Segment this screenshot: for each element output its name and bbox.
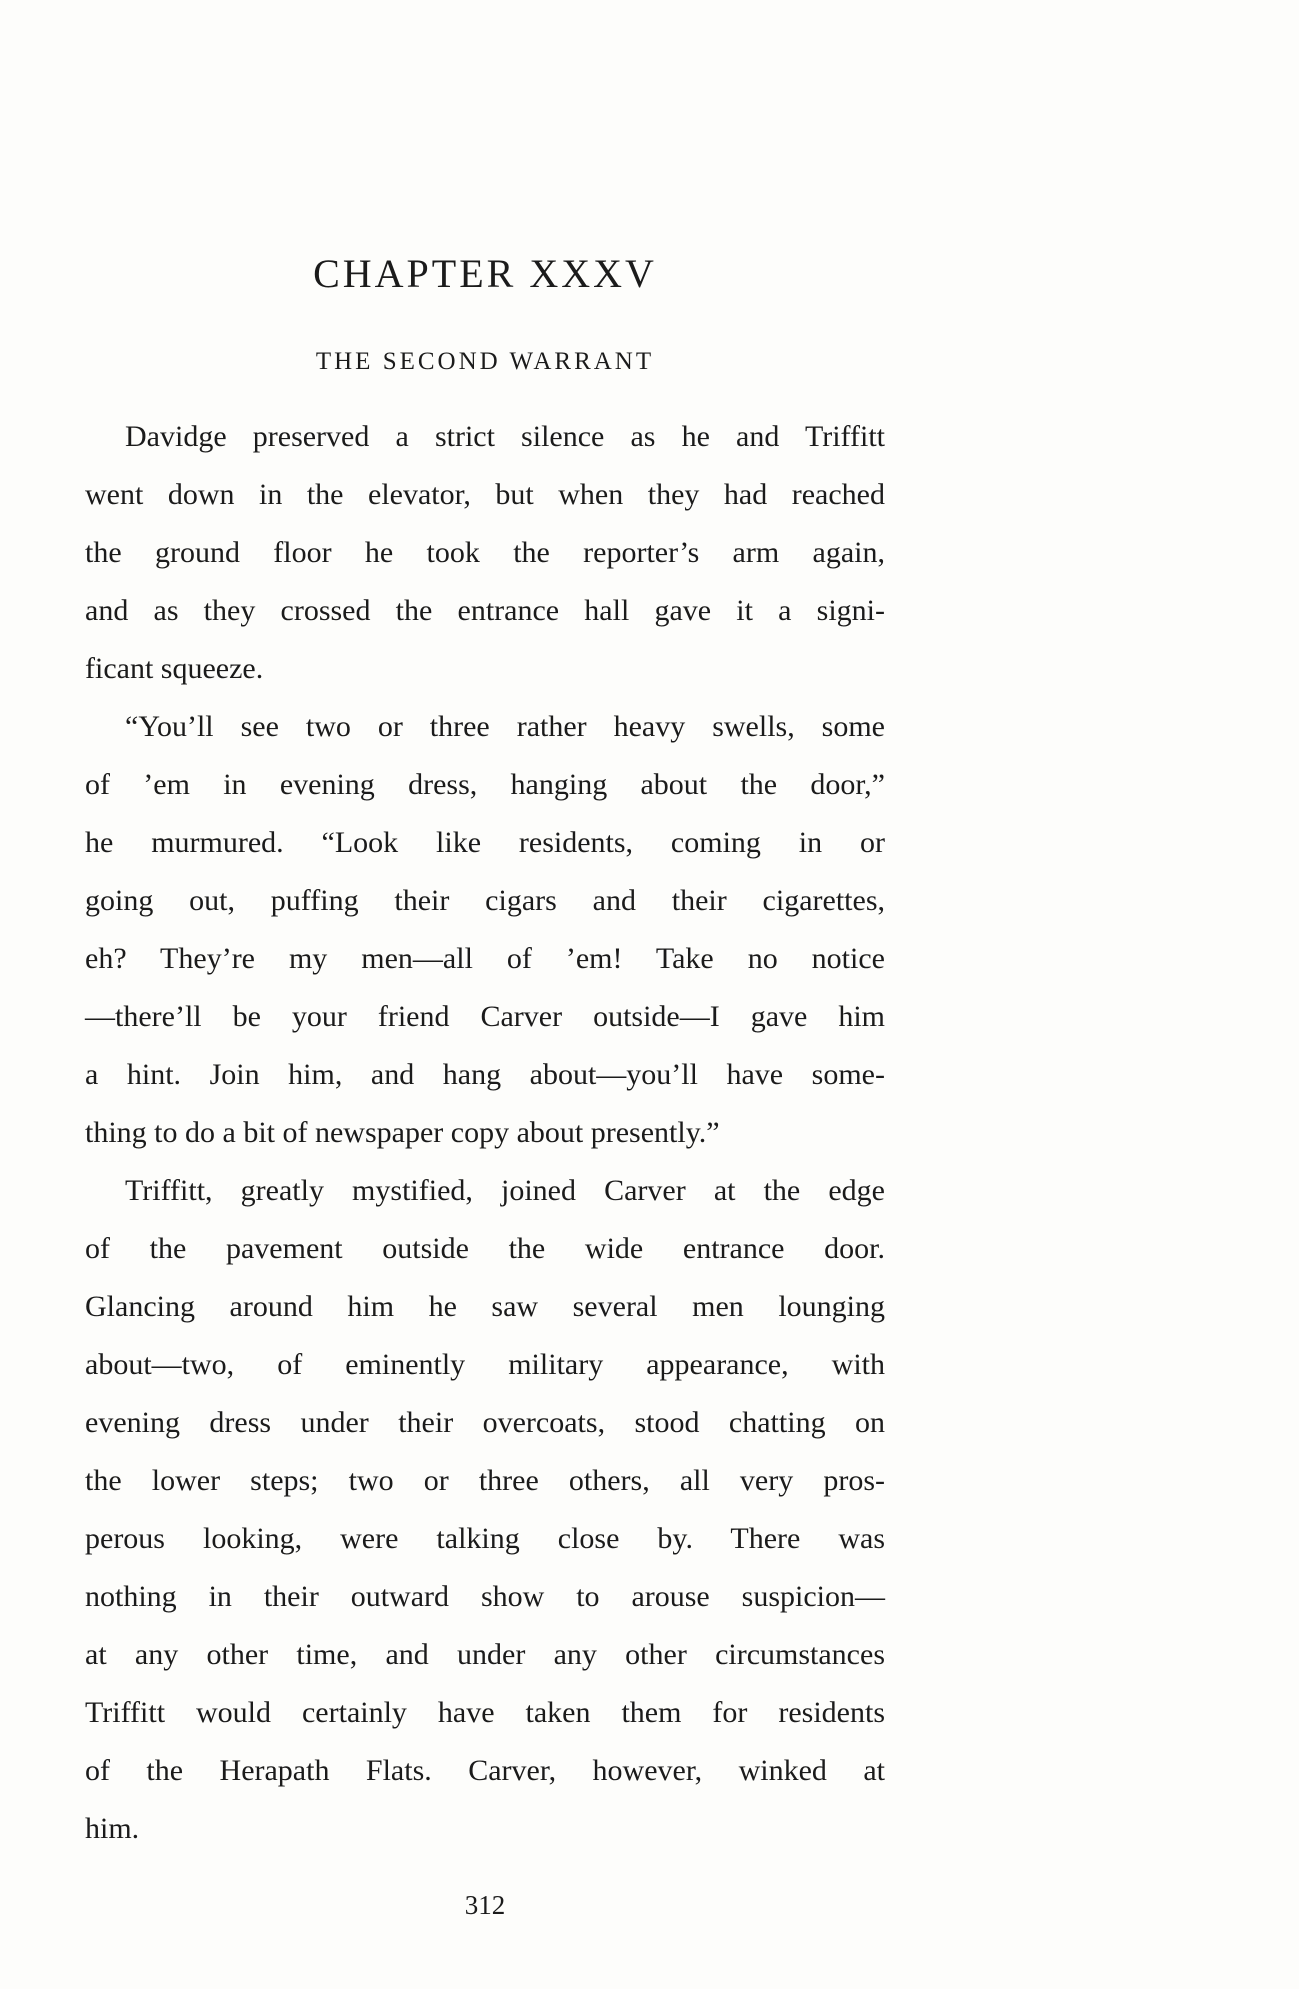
paragraph <box>85 408 885 698</box>
text-line: perous looking, were talking close by. There was <box>85 1522 885 1555</box>
text-line: the ground floor he took the reporter’s arm again, <box>85 536 885 569</box>
text-line: at any other time, and under any other circumstances <box>85 1638 885 1671</box>
text-line: about—two, of eminently military appearance, with <box>85 1348 885 1381</box>
text-line: the lower steps; two or three others, all very pros- <box>85 1464 885 1497</box>
text-line: ficant squeeze. <box>85 652 264 685</box>
text-line: —there’ll be your friend Carver outside—I gave him <box>85 1000 885 1033</box>
page-number: 312 <box>464 1890 506 1920</box>
section-heading: THE SECOND WARRANT <box>315 348 655 375</box>
text-line: of the pavement outside the wide entrance door. <box>85 1232 885 1265</box>
text-line: of the Herapath Flats. Carver, however, winked at <box>85 1754 885 1787</box>
body-text <box>85 408 885 1858</box>
text-line: “You’ll see two or three rather heavy swells, some <box>125 710 885 743</box>
text-line: Glancing around him he saw several men lounging <box>85 1290 885 1323</box>
text-line: of ’em in evening dress, hanging about the door,” <box>85 768 885 801</box>
text-line: nothing in their outward show to arouse suspicion— <box>85 1580 885 1613</box>
text-line: a hint. Join him, and hang about—you’ll have some- <box>85 1058 885 1091</box>
paragraph <box>85 1162 885 1858</box>
text-line: him. <box>85 1812 140 1845</box>
text-line: went down in the elevator, but when they had reached <box>85 478 885 511</box>
paragraph <box>85 698 885 1162</box>
text-line: he murmured. “Look like residents, coming in or <box>85 826 885 859</box>
text-line: and as they crossed the entrance hall gave it a signi- <box>85 594 885 627</box>
text-line: Davidge preserved a strict silence as he and Triffitt <box>125 420 885 453</box>
text-line: thing to do a bit of newspaper copy about presently.” <box>85 1116 720 1149</box>
chapter-heading: CHAPTER XXXV <box>313 251 657 296</box>
text-line: Triffitt, greatly mystified, joined Carver at the edge <box>125 1174 885 1207</box>
text-line: evening dress under their overcoats, stood chatting on <box>85 1406 885 1439</box>
text-line: Triffitt would certainly have taken them for residents <box>85 1696 885 1729</box>
text-line: eh? They’re my men—all of ’em! Take no notice <box>85 942 885 975</box>
text-line: going out, puffing their cigars and their cigarettes, <box>85 884 885 917</box>
